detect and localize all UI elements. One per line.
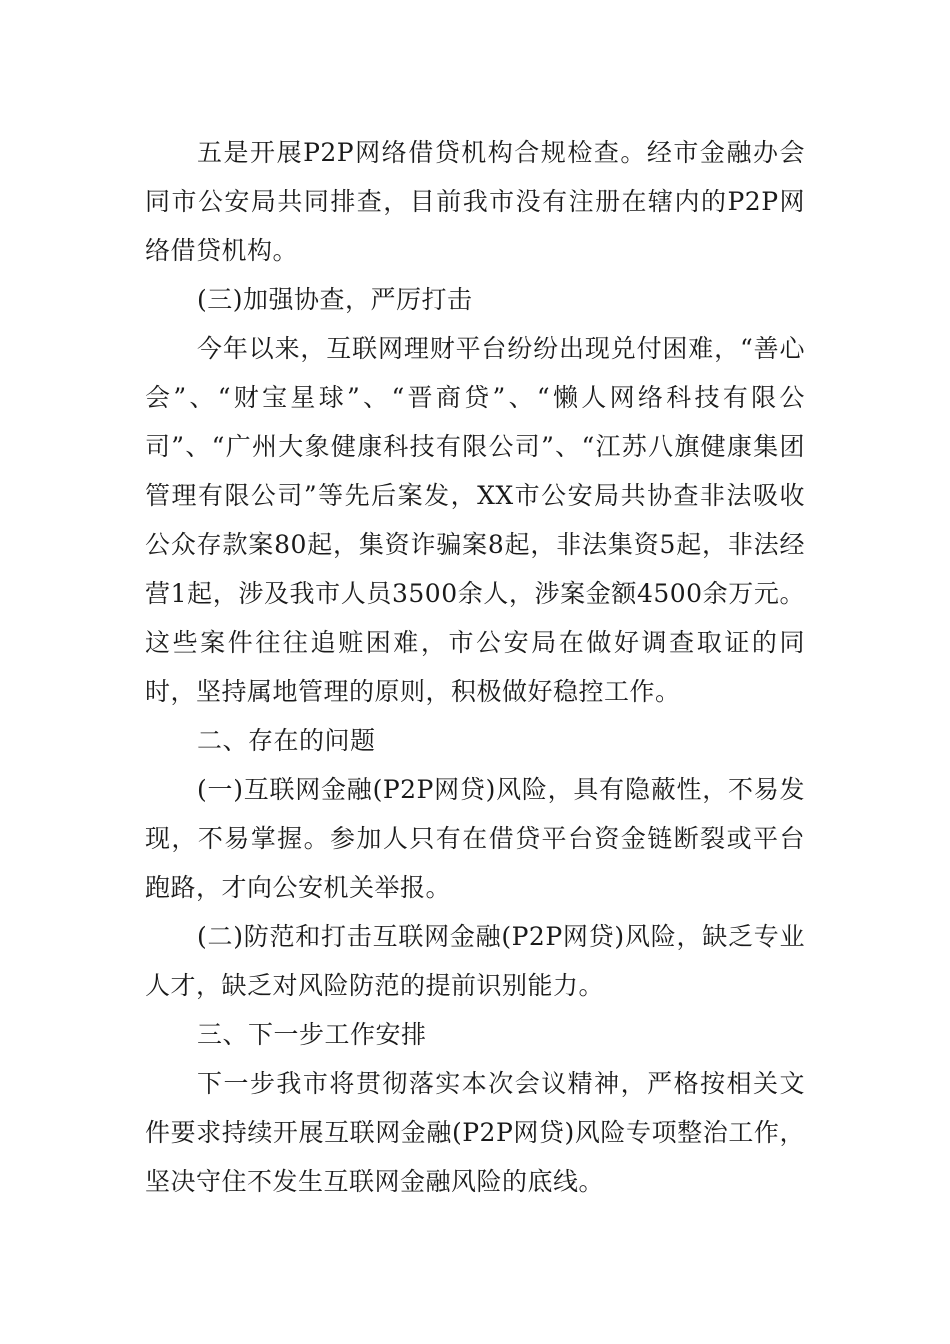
heading-strengthen-investigation: (三)加强协查，严厉打击 [197, 285, 473, 314]
paragraph-next-steps: 下一步我市将贯彻落实本次会议精神，严格按相关文件要求持续开展互联网金融(P2P网贷)风险专项整治工作，坚决守住不发生互联网金融风险的底线。 [145, 1069, 805, 1196]
heading-next-steps: 三、下一步工作安排 [197, 1020, 427, 1049]
paragraph-problem-concealment: (一)互联网金融(P2P网贷)风险，具有隐蔽性，不易发现，不易掌握。参加人只有在借贷平台资金链断裂或平台跑路，才向公安机关举报。 [145, 775, 805, 902]
paragraph-problem-talent: (二)防范和打击互联网金融(P2P网贷)风险，缺乏专业人才，缺乏对风险防范的提前识别能力。 [145, 922, 805, 1000]
paragraph-p2p-compliance-check: 五是开展P2P网络借贷机构合规检查。经市金融办会同市公安局共同排查，目前我市没有注册在辖内的P2P网络借贷机构。 [145, 138, 805, 265]
document-body [145, 128, 805, 1206]
paragraph-case-statistics: 今年以来，互联网理财平台纷纷出现兑付困难，“善心会”、“财宝星球”、“晋商贷”、“懒人网络科技有限公司”、“广州大象健康科技有限公司”、“江苏八旗健康集团管理有限公司”等先后案发，XX市公安局共协查非法吸收公众存款案80起，集资诈骗案8起，非法集资5起，非法经营1起，涉及我市人员3500余人，涉案金额4500余万元。这些案件往往追赃困难，市公安局在做好调查取证的同时，坚持属地管理的原则，积极做好稳控工作。 [145, 334, 805, 706]
heading-existing-problems: 二、存在的问题 [197, 726, 376, 755]
